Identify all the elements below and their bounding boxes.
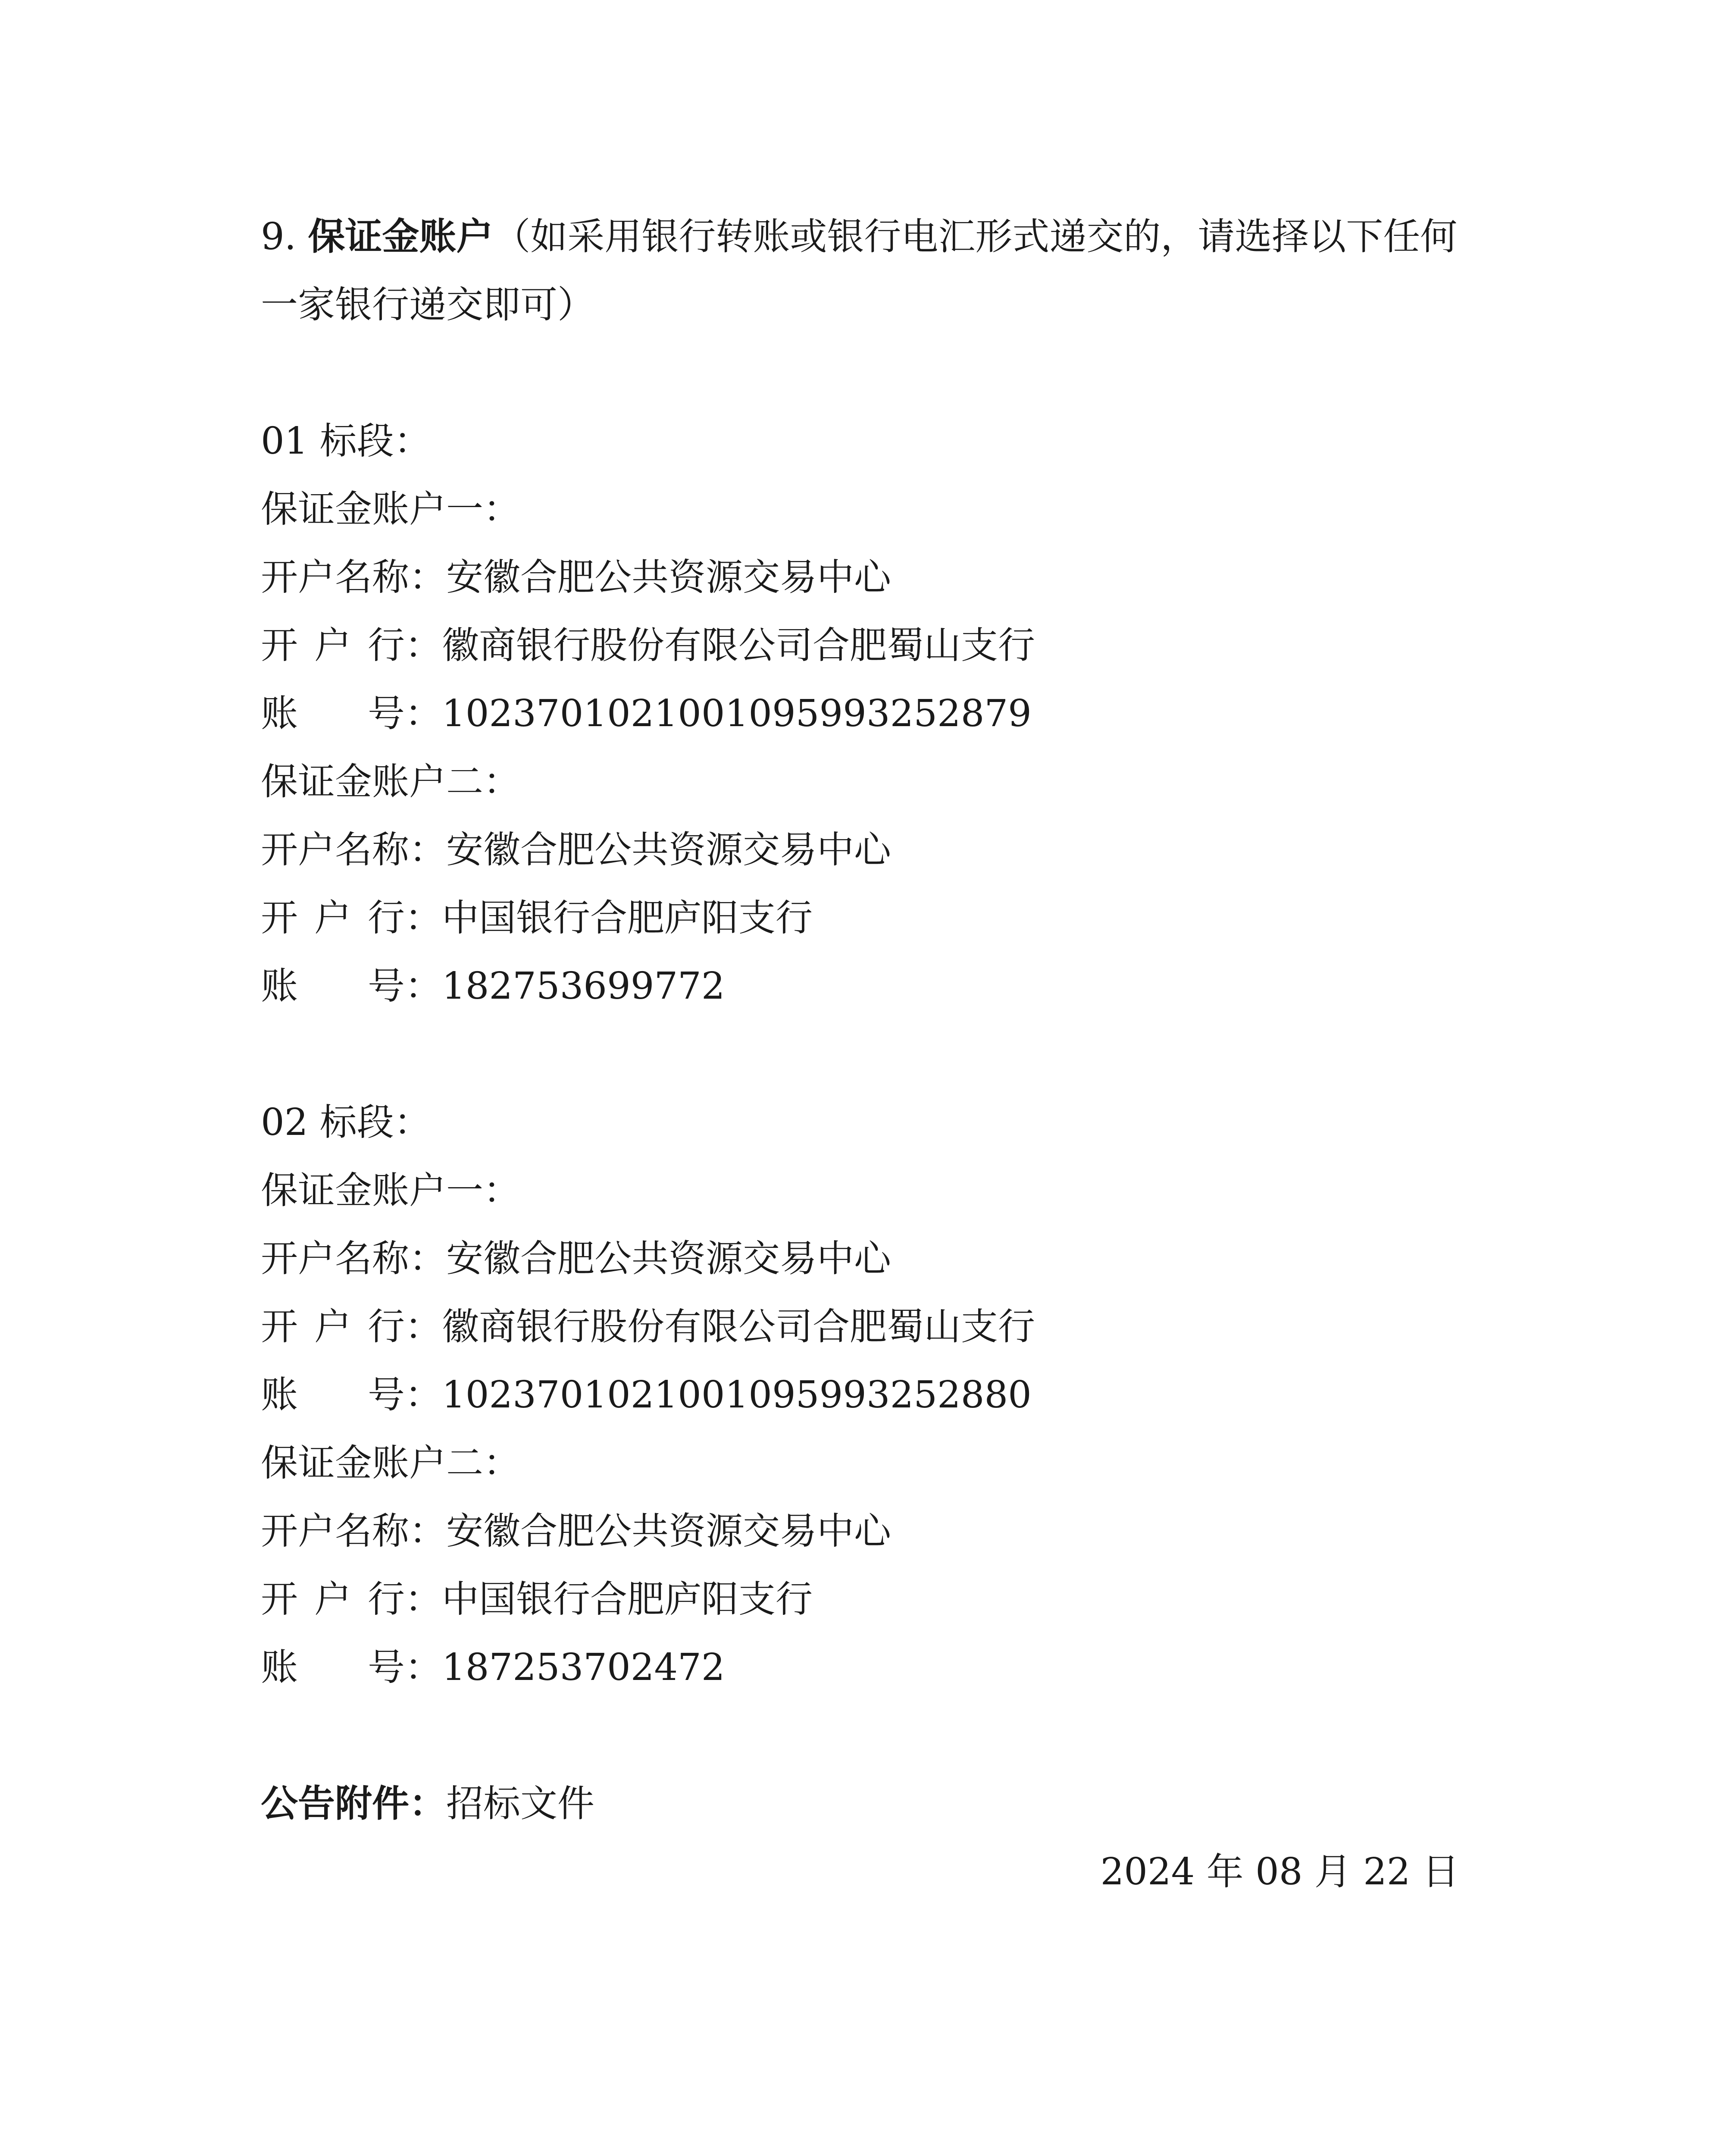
account-name-value: 安徽合肥公共资源交易中心 bbox=[446, 1237, 891, 1280]
account-title: 保证金账户二： bbox=[261, 760, 520, 803]
bank-value: 徽商银行股份有限公司合肥蜀山支行 bbox=[442, 624, 1035, 667]
account-name-row bbox=[261, 543, 1459, 611]
bank-label: 开 户 行： bbox=[261, 896, 442, 940]
bank-label: 开 户 行： bbox=[261, 1578, 442, 1621]
account-number-label: 账 号： bbox=[261, 1373, 442, 1416]
account-name-row bbox=[261, 816, 1459, 884]
bank-row bbox=[261, 611, 1459, 680]
bank-row bbox=[261, 1293, 1459, 1361]
account-number-value: 1023701021001095993252880 bbox=[442, 1373, 1032, 1416]
account-name-value: 安徽合肥公共资源交易中心 bbox=[446, 556, 891, 599]
account-name-row bbox=[261, 1225, 1459, 1293]
spacer bbox=[261, 1702, 1459, 1770]
account-name-label: 开户名称： bbox=[261, 828, 446, 871]
attachment-row bbox=[261, 1770, 1459, 1838]
account-title: 保证金账户二： bbox=[261, 1442, 520, 1485]
account-number-label: 账 号： bbox=[261, 692, 442, 735]
section-note: （如采用银行转账或银行电汇形式递交的，请选择以下任何一家银行递交即可） bbox=[261, 215, 1458, 326]
account-title: 保证金账户一： bbox=[261, 488, 520, 531]
account-name-label: 开户名称： bbox=[261, 556, 446, 599]
account-number-row bbox=[261, 680, 1459, 748]
account-name-row bbox=[261, 1497, 1459, 1565]
bank-label: 开 户 行： bbox=[261, 1305, 442, 1348]
account-name-label: 开户名称： bbox=[261, 1237, 446, 1280]
account-number-label: 账 号： bbox=[261, 1646, 442, 1689]
account-title: 保证金账户一： bbox=[261, 1169, 520, 1212]
bank-row bbox=[261, 1565, 1459, 1633]
account-number-value: 1023701021001095993252879 bbox=[442, 692, 1032, 735]
section-9-heading bbox=[261, 203, 1459, 339]
bank-value: 中国银行合肥庐阳支行 bbox=[442, 1578, 813, 1621]
account-number-row bbox=[261, 952, 1459, 1020]
attachment-link[interactable]: 招标文件 bbox=[446, 1782, 594, 1825]
bank-row bbox=[261, 884, 1459, 952]
account-number-row bbox=[261, 1361, 1459, 1429]
lot-heading: 01 标段： bbox=[261, 420, 431, 463]
account-number-value: 187253702472 bbox=[442, 1646, 725, 1689]
account-number-row bbox=[261, 1633, 1459, 1702]
bank-value: 徽商银行股份有限公司合肥蜀山支行 bbox=[442, 1305, 1035, 1348]
attachment-label: 公告附件： bbox=[261, 1782, 446, 1825]
section-number: 9. bbox=[261, 215, 297, 258]
account-number-value: 182753699772 bbox=[442, 965, 725, 1008]
account-number-label: 账 号： bbox=[261, 965, 442, 1008]
section-title: 保证金账户 bbox=[308, 215, 494, 258]
spacer bbox=[261, 1020, 1459, 1088]
document-body bbox=[261, 203, 1459, 1906]
account-name-label: 开户名称： bbox=[261, 1510, 446, 1553]
account-name-value: 安徽合肥公共资源交易中心 bbox=[446, 1510, 891, 1553]
lot-heading: 02 标段： bbox=[261, 1101, 431, 1144]
bank-value: 中国银行合肥庐阳支行 bbox=[442, 896, 813, 940]
account-name-value: 安徽合肥公共资源交易中心 bbox=[446, 828, 891, 871]
spacer bbox=[261, 339, 1459, 407]
document-date: 2024 年 08 月 22 日 bbox=[1100, 1850, 1459, 1893]
bank-label: 开 户 行： bbox=[261, 624, 442, 667]
